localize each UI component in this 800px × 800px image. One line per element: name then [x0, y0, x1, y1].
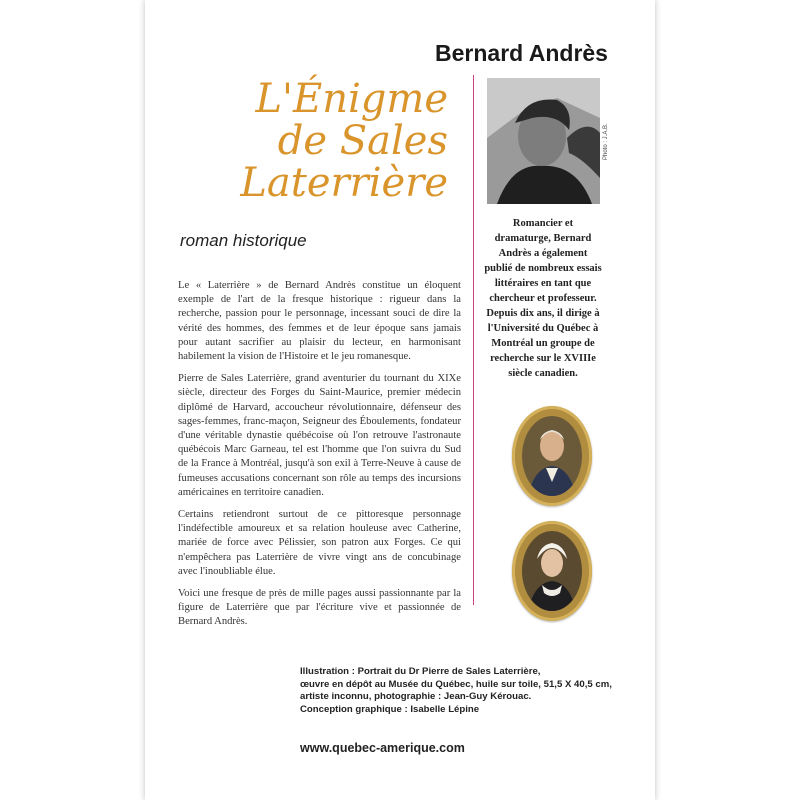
book-title — [240, 78, 448, 204]
credit-line: œuvre en dépôt au Musée du Québec, huile sur toile, 51,5 X 40,5 cm, — [300, 678, 612, 690]
vertical-divider — [473, 75, 474, 605]
credits-block — [300, 666, 612, 716]
blurb-paragraph: Certains retiendront surtout de ce pittoresque personnage l'indéfectible amoureux et sa relation houleuse avec Catherine, mariée de force avec Pélissier, son patron aux Forges. Ce qui n'empêchera pas Laterrière de vivre vingt ans de concubinage avec l'inoubliable élue. — [178, 509, 461, 577]
author-portrait-image — [487, 78, 600, 204]
credit-line: Illustration : Portrait du Dr Pierre de Sales Laterrière, — [300, 666, 541, 677]
portrait-woman-framed — [512, 521, 592, 621]
title-line: Laterrière — [240, 160, 448, 206]
title-line: L'Énigme — [255, 76, 448, 122]
portrait-man-framed — [512, 406, 592, 506]
portrait-man-image — [522, 416, 582, 496]
portrait-woman-image — [522, 531, 582, 611]
credit-line: Conception graphique : Isabelle Lépine — [300, 703, 480, 715]
genre-label: roman historique — [180, 231, 307, 250]
author-name: Bernard Andrès — [435, 40, 608, 66]
author-bio: Romancier et dramaturge, Bernard Andrès a également publié de nombreux essais littéraires en tant que chercheur et professeur. Depuis dix ans, il dirige à l'Université du Québec à Montréal un groupe de recherche sur le XVIIIe siècle canadien. — [484, 218, 602, 379]
blurb-paragraph: Le « Laterrière » de Bernard Andrès constitue un éloquent exemple de l'art de la fresque historique : rigueur dans la recherche, passion pour le personnage, incessant souci de dire la vérité des hommes, des femmes et de leur époque sans jamais pour autant sacrifier au plaisir du lecteur, en harmonisant habilement la vision de l'Histoire et le jeu romanesque. — [178, 280, 461, 363]
credit-line: artiste inconnu, photographie : Jean-Guy Kérouac. — [300, 691, 532, 702]
author-photo — [487, 78, 600, 204]
blurb-paragraph: Voici une fresque de près de mille pages aussi passionnante par la figure de Laterrière que par l'écriture vive et passionnée de Bernard Andrès. — [178, 588, 461, 628]
title-line: de Sales — [277, 118, 448, 164]
back-cover-blurb — [178, 279, 461, 638]
photo-credit: Photo : J.A.B. — [603, 123, 609, 160]
blurb-paragraph: Pierre de Sales Laterrière, grand aventurier du tournant du XIXe siècle, directeur des Forges du Saint-Maurice, premier médecin diplômé de Harvard, accoucheur révolutionnaire, défenseur des sages-femmes, franc-maçon, Seigneur des Éboulements, fondateur d'une véritable dynastie québécoise où l'on retrouve l'astronaute québécois Marc Garneau, tel est l'homme que l'on suivra du Sud de la France à Montréal, jusqu'à son exil à Terre-Neuve à cause de fumeuses accusations concernant son rôle au temps des incursions américaines en territoire canadien. — [178, 373, 461, 498]
publisher-website[interactable]: www.quebec-amerique.com — [300, 741, 465, 755]
